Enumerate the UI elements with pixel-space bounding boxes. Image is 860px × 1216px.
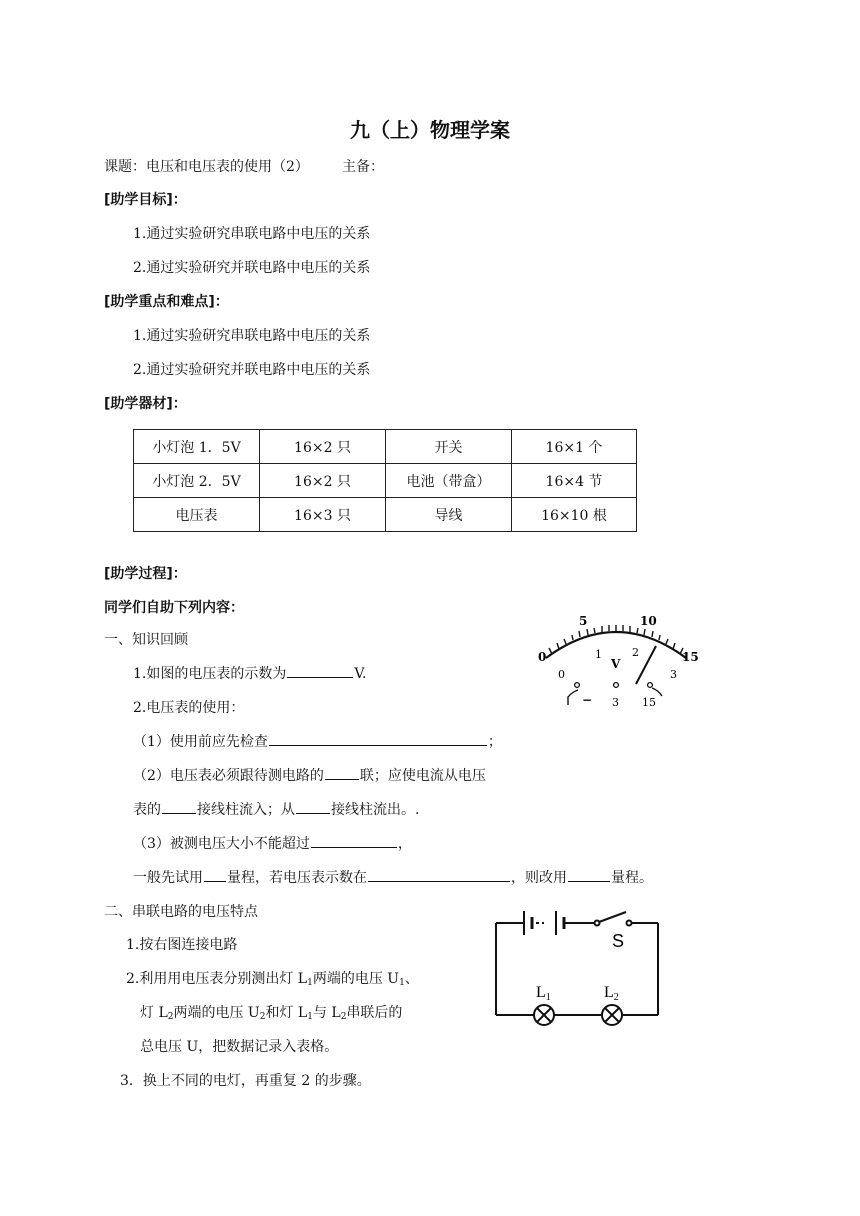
table-cell: 16×1 个 [512,430,637,464]
series-step-1: 1.按右图连接电路 [126,937,238,953]
table-row [134,498,637,532]
equipment-table [133,429,637,532]
scale-label-bottom: 1 [595,648,602,661]
goals-heading: [助学目标]： [104,192,187,208]
table-cell: 小灯泡 1．5V [134,430,260,464]
review-q2-1: （1）使用前应先检查 ； [133,731,502,751]
key-point-item-1: 1.通过实验研究串联电路中电压的关系 [133,328,371,344]
answer-blank [368,867,510,882]
table-cell: 16×3 只 [260,498,386,532]
unit-label: V [611,657,621,671]
series-step-2a: 2.利用用电压表分别测出灯 $L_1$两端的电压 $U_1$、 [126,971,419,988]
review-heading: 一、知识回顾 [104,632,188,648]
answer-blank [269,731,487,746]
scale-label-bottom: 0 [558,668,565,681]
series-circuit-diagram [488,903,666,1033]
scale-arc [546,632,686,658]
scale-label-bottom: 2 [632,646,639,659]
answer-blank [162,799,196,814]
review-q2-2b: 表的 接线柱流入；从 接线柱流出。. [133,799,419,819]
table-cell: 电池（带盒） [386,464,512,498]
scale-label-bottom: 3 [670,668,677,681]
review-q2: 2.电压表的使用： [133,700,245,716]
lamp1-label: L1 [536,984,551,1003]
author-label: 主备： [342,159,384,175]
scale-ticks [549,625,683,654]
scale-label-top: 15 [682,650,699,664]
review-q2-2: （2）电压表必须跟待测电路的 联；应使电流从电压 [133,765,486,785]
answer-blank [325,765,359,780]
series-heading: 二、串联电路的电压特点 [104,904,258,920]
self-study-line: 同学们自助下列内容： [104,600,244,616]
table-cell: 16×2 只 [260,430,386,464]
answer-blank [287,663,353,678]
scale-label-top: 5 [579,614,588,628]
answer-blank [296,799,330,814]
table-cell: 小灯泡 2．5V [134,464,260,498]
key-point-item-2: 2.通过实验研究并联电路中电压的关系 [133,362,371,378]
terminal-label: − [582,693,593,707]
table-cell: 16×4 节 [512,464,637,498]
review-q2-3b: 一般先试用 量程，若电压表示数在 ，则改用 量程。 [133,867,653,887]
needle [636,646,656,684]
goal-item-2: 2.通过实验研究并联电路中电压的关系 [133,260,371,276]
answer-blank [568,867,610,882]
key-points-heading: [助学重点和难点]： [104,294,229,310]
process-heading: [助学过程]： [104,566,187,582]
table-cell: 开关 [386,430,512,464]
switch-label: S [612,931,625,951]
answer-blank [204,867,226,882]
equipment-heading: [助学器材]： [104,396,187,412]
voltmeter-figure [532,612,704,716]
series-step-3: 3．换上不同的电灯，再重复 2 的步骤。 [120,1073,371,1089]
lamp2-label: L2 [604,984,619,1003]
answer-blank [311,833,397,848]
table-cell: 16×2 只 [260,464,386,498]
goal-item-1: 1.通过实验研究串联电路中电压的关系 [133,226,371,242]
series-step-2b: 灯 $L_2$两端的电压 $U_2$和灯 $L_1$与 $L_2$串联后的 [140,1005,403,1022]
table-cell: 电压表 [134,498,260,532]
terminal-label: 15 [642,696,656,709]
scale-label-top: 0 [538,650,547,664]
page-title: 九（上）物理学案 [350,118,510,142]
table-row [134,430,637,464]
topic-line: 课题：电压和电压表的使用（2） [104,159,309,175]
table-row [134,464,637,498]
review-q1: 1.如图的电压表的示数为 V. [133,663,366,683]
table-cell: 导线 [386,498,512,532]
table-cell: 16×10 根 [512,498,637,532]
scale-label-top: 10 [640,614,657,628]
terminal-label: 3 [612,696,619,709]
review-q2-3: （3）被测电压大小不能超过 ， [133,833,412,853]
series-step-2c: 总电压 U，把数据记录入表格。 [140,1039,339,1055]
